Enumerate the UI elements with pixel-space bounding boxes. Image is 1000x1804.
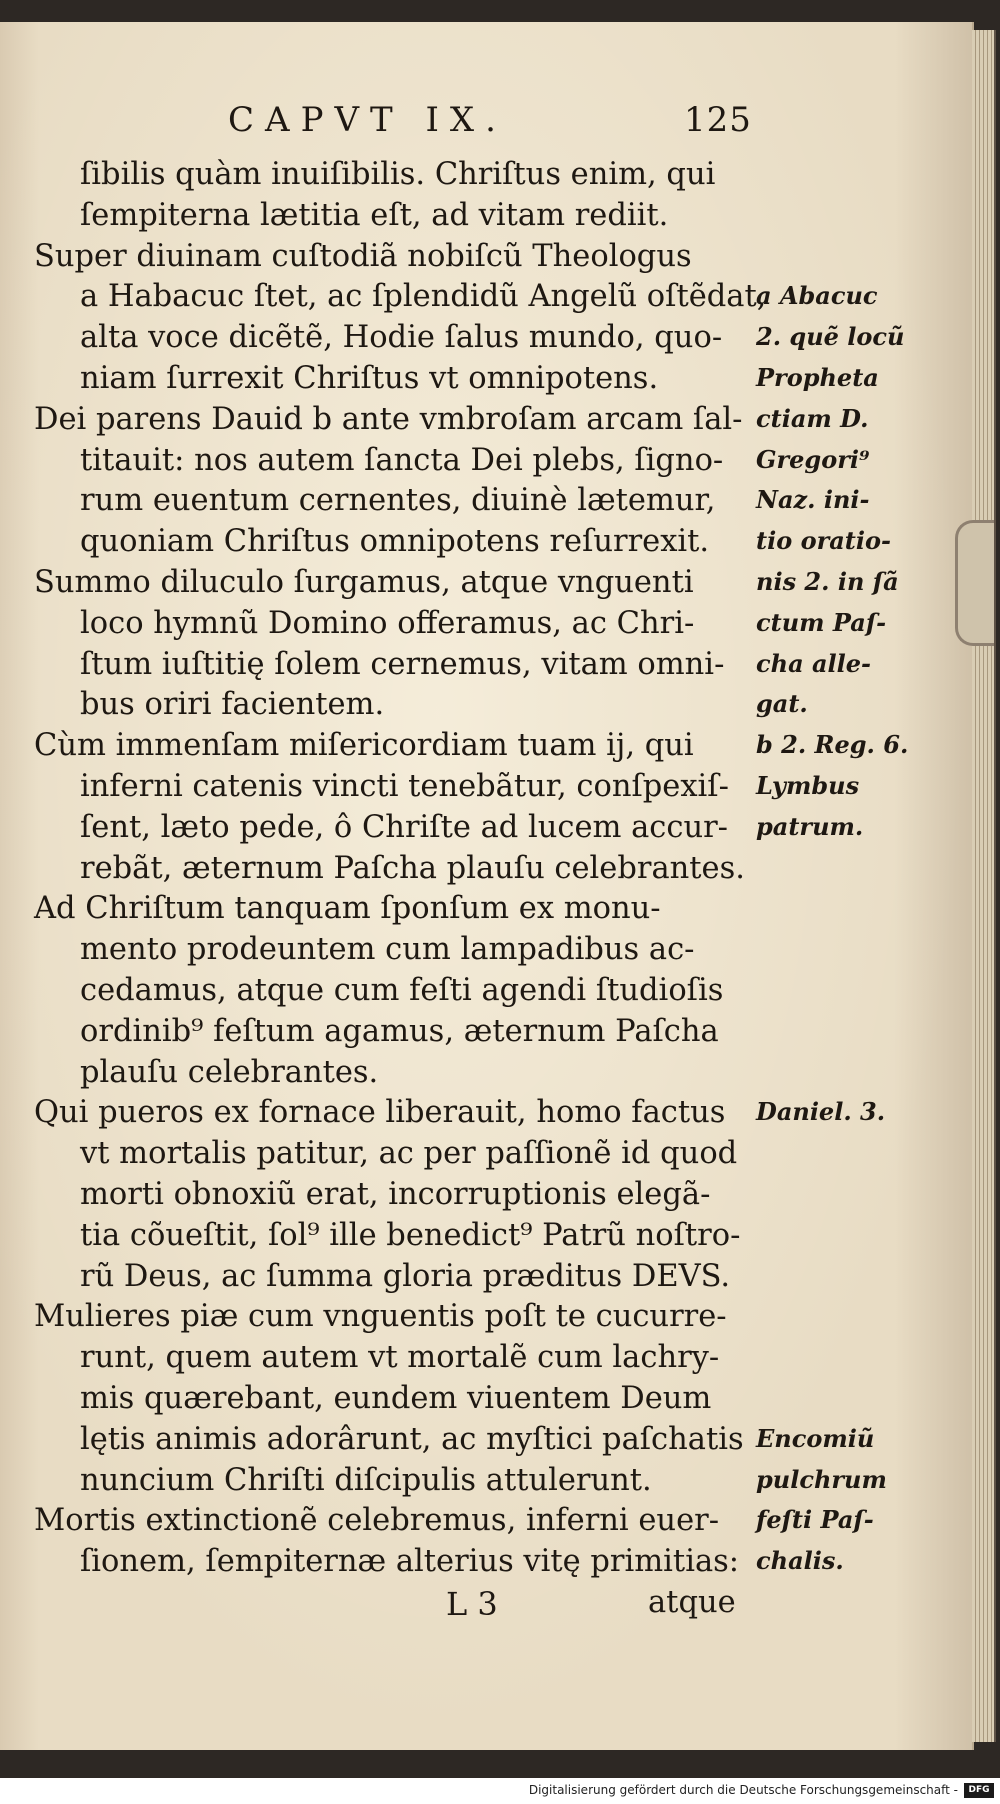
- margin-note: Gregori⁹: [756, 444, 870, 474]
- margin-note: chalis.: [756, 1546, 844, 1576]
- page-footer: [0, 1585, 972, 1625]
- text-line: ordinib⁹ feſtum agamus, æternum Paſcha: [80, 1013, 719, 1049]
- text-line: cedamus, atque cum feſti agendi ſtudioſis: [80, 972, 724, 1008]
- text-line: Summo diluculo ſurgamus, atque vnguenti: [34, 564, 694, 600]
- text-line: quoniam Chriſtus omnipotens reſurrexit.: [80, 524, 710, 560]
- margin-note: patrum.: [756, 811, 864, 841]
- margin-note: a Abacuc: [756, 281, 878, 311]
- main-text: [34, 155, 767, 1583]
- margin-note: Propheta: [756, 363, 879, 392]
- margin-note: feſti Paſ-: [756, 1505, 874, 1535]
- text-line: Mulieres piæ cum vnguentis poſt te cucurre-: [34, 1299, 727, 1335]
- text-line: niam ſurrexit Chriſtus vt omnipotens.: [80, 360, 659, 396]
- text-line: inferni catenis vincti tenebãtur, conſpexiſ-: [80, 768, 729, 804]
- text-line: lętis animis adorârunt, ac myſtici paſchatis: [80, 1421, 744, 1457]
- text-line: mis quærebant, eundem viuentem Deum: [80, 1380, 712, 1416]
- catchword: atque: [648, 1585, 736, 1620]
- margin-note: pulchrum: [756, 1464, 887, 1494]
- text-line: alta voce dicẽtẽ, Hodie ſalus mundo, quo-: [80, 320, 723, 356]
- text-line: Cùm immenſam miſericordiam tuam ij, qui: [34, 728, 694, 764]
- book-clasp: [955, 520, 994, 646]
- dfg-logo: DFG: [964, 1783, 994, 1798]
- credit-text: Digitalisierung gefördert durch die Deutsche Forschungsgemeinschaft -: [528, 1783, 958, 1797]
- text-line: Dei parens Dauid b ante vmbroſam arcam ſal-: [34, 401, 743, 437]
- text-line: runt, quem autem vt mortalẽ cum lachry-: [80, 1340, 720, 1376]
- text-line: morti obnoxiũ erat, incorruptionis elegã-: [80, 1176, 711, 1212]
- margin-note: 2. quẽ locũ: [756, 322, 905, 352]
- text-line: Mortis extinctionẽ celebremus, inferni euer-: [34, 1503, 720, 1539]
- text-line: Ad Chriſtum tanquam ſponſum ex monu-: [34, 891, 661, 927]
- margin-note: gat.: [756, 689, 808, 719]
- text-line: vt mortalis patitur, ac per paſſionẽ id quod: [80, 1136, 738, 1172]
- credit-bar: [0, 1778, 1000, 1804]
- margin-note: nis 2. in ſã: [756, 567, 899, 596]
- margin-note: Naz. ini-: [756, 485, 870, 515]
- text-line: a Habacuc ſtet, ac ſplendidũ Angelũ oſtẽdat,: [80, 279, 767, 315]
- text-line: Qui pueros ex fornace liberauit, homo factus: [34, 1095, 726, 1131]
- margin-note: ctiam D.: [756, 403, 869, 433]
- text-line: rum euentum cernentes, diuinè lætemur,: [80, 483, 716, 519]
- text-line: ſibilis quàm inuiſibilis. Chriſtus enim, qui: [80, 157, 716, 192]
- text-line: titauit: nos autem ſancta Dei plebs, ſigno-: [80, 442, 724, 478]
- margin-note: cha alle-: [756, 648, 871, 678]
- text-line: loco hymnũ Domino offeramus, ac Chri-: [80, 605, 695, 641]
- book-page: [0, 22, 974, 1750]
- signature-mark: L 3: [446, 1585, 498, 1623]
- margin-note: Lymbus: [756, 771, 860, 800]
- text-line: plauſu celebrantes.: [80, 1054, 379, 1090]
- text-line: bus oriri facientem.: [80, 687, 385, 723]
- text-line: ſtum iuſtitię ſolem cernemus, vitam omni-: [80, 646, 725, 682]
- text-line: ſempiterna lætitia eſt, ad vitam rediit.: [80, 197, 669, 233]
- text-line: mento prodeuntem cum lampadibus ac-: [80, 932, 695, 968]
- margin-note: ctum Paſ-: [756, 607, 887, 637]
- page-header: [0, 100, 972, 144]
- margin-note: tio oratio-: [756, 526, 891, 556]
- text-line: ſionem, ſempiternæ alterius vitę primitias:: [80, 1544, 740, 1580]
- text-line: tia cõueſtit, ſol⁹ ille benedict⁹ Patrũ noſtro-: [80, 1217, 741, 1253]
- text-line: ſent, læto pede, ô Chriſte ad lucem accur-: [80, 809, 728, 845]
- margin-note: b 2. Reg. 6.: [756, 730, 909, 760]
- text-line: Super diuinam cuſtodiã nobiſcũ Theologus: [34, 238, 692, 274]
- text-line: rebãt, æternum Paſcha plauſu celebrantes.: [80, 850, 745, 886]
- margin-note: Daniel. 3.: [756, 1097, 886, 1127]
- text-line: nuncium Chriſti diſcipulis attulerunt.: [80, 1462, 652, 1498]
- running-head: CAPVT IX.: [228, 100, 507, 140]
- page-edges: [972, 30, 996, 1742]
- margin-note: Encomiũ: [756, 1423, 875, 1453]
- page-number: 125: [684, 100, 752, 140]
- text-line: rũ Deus, ac ſumma gloria præditus DEVS.: [80, 1258, 731, 1294]
